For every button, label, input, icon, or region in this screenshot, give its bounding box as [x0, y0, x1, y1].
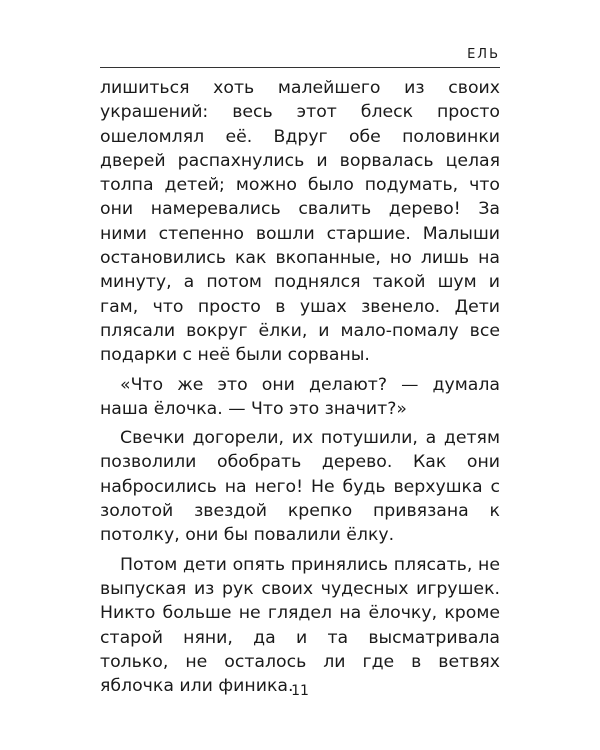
- page-number: 11: [291, 683, 309, 699]
- paragraph-3: Свечки догорели, их потушили, а детям позволили обобрать дерево. Как они набросились на него! Не будь верхушка с золотой звездой крепко привязана к потолку, они бы повалили ёлку.: [100, 428, 500, 546]
- body-text: [100, 76, 500, 703]
- paragraph-1: лишиться хоть малейшего из своих украшений: весь этот блеск просто ошеломлял её. Вдруг обе половинки дверей распахнулись и ворвалась целая толпа детей; можно было подумать, что они намеревались свалить дерево! За ними степенно вошли старшие. Малыши остановились как вкопанные, но лишь на минуту, а потом поднялся такой шум и гам, что просто в ушах звенело. Дети плясали вокруг ёлки, и мало-помалу все подарки с неё были сорваны.: [100, 78, 500, 366]
- header-rule: [100, 67, 500, 68]
- paragraph-2: «Что же это они делают? — думала наша ёлочка. — Что это значит?»: [100, 374, 500, 419]
- paragraph-4: Потом дети опять принялись плясать, не выпуская из рук своих чудесных игрушек. Никто больше не глядел на ёлочку, кроме старой няни, да и та высматривала только, не осталось ли где в ветвях яблочка или финика.: [100, 554, 500, 697]
- running-head: ЕЛЬ: [467, 47, 500, 62]
